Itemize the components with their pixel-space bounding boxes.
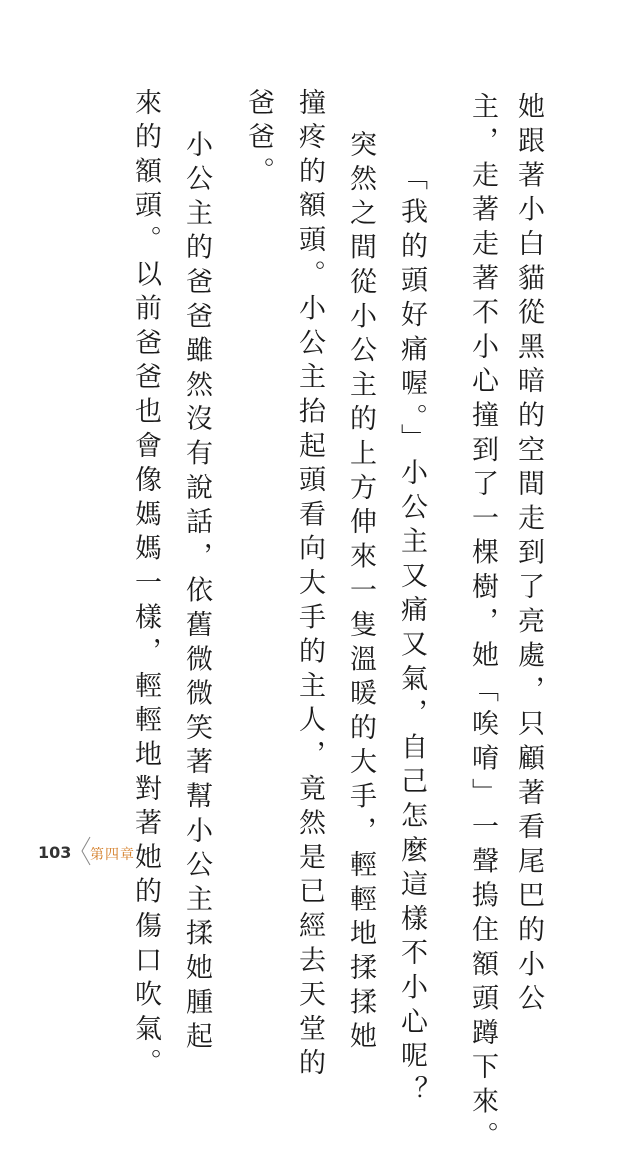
text-column-2: 主，走著走著不小心撞到了一棵樹，她「唉唷」一聲摀住額頭蹲下來。 bbox=[467, 92, 498, 1155]
text-column-7: 小公主的爸爸雖然沒有說話，依舊微微笑著幫小公主揉她腫起 bbox=[181, 130, 212, 1057]
text-column-3: 「我的頭好痛喔。」小公主又痛又氣，自己怎麼這樣不小心呢？ bbox=[396, 163, 427, 1110]
page-number: 103 bbox=[38, 843, 72, 862]
text-column-1: 她跟著小白貓從黑暗的空間走到了亮處，只顧著看尾巴的小公 bbox=[513, 92, 544, 1019]
chapter-label: 第四章 bbox=[90, 847, 135, 863]
text-column-6: 爸爸。 bbox=[243, 88, 274, 191]
text-column-8: 來的額頭。以前爸爸也會像媽媽一樣，輕輕地對著她的傷口吹氣。 bbox=[130, 88, 161, 1083]
page-footer bbox=[30, 832, 230, 872]
text-column-4: 突然之間從小公主的上方伸來一隻溫暖的大手，輕輕地揉揉她 bbox=[345, 130, 376, 1057]
text-column-5: 撞疼的額頭。小公主抬起頭看向大手的主人，竟然是已經去天堂的 bbox=[294, 88, 325, 1083]
